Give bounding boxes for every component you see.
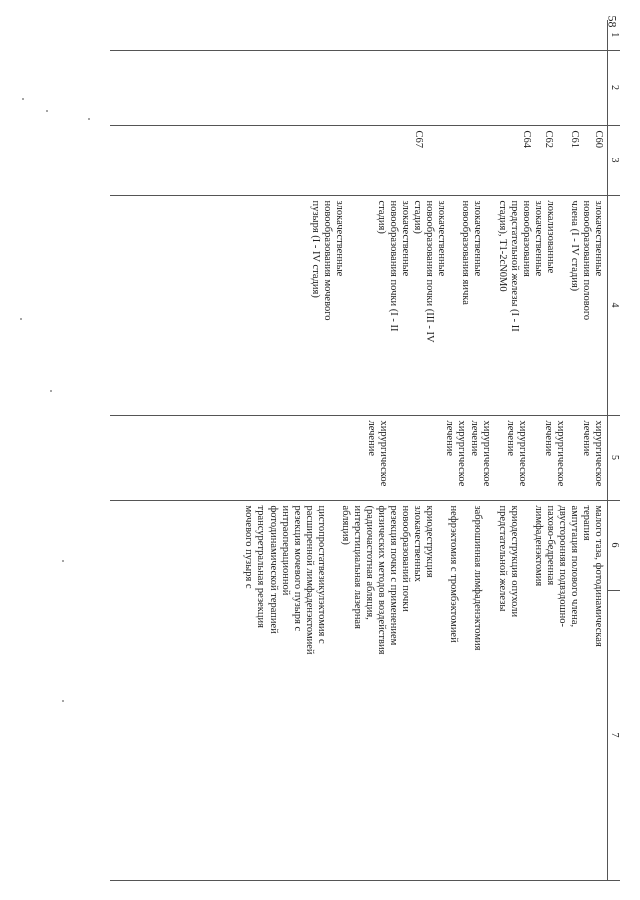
- treatment-type: хирургическое лечение: [580, 420, 604, 487]
- diagnosis-cell: [110, 195, 608, 415]
- column-header-2: 2: [608, 50, 621, 125]
- treatment-methods: забрюшинная лимфаденэктомия: [472, 505, 484, 651]
- scan-speck: [62, 700, 64, 702]
- treatment-type: хирургическое лечение хирургическое лечение: [444, 420, 492, 487]
- treatment-methods: криодеструкция опухоли предстательной железы: [496, 505, 520, 618]
- scan-speck: [50, 390, 52, 392]
- column-header-4: 4: [608, 195, 621, 415]
- diagnosis-text: злокачественные новообразования полового члена (I - IV стадия): [568, 200, 604, 321]
- icd-code: C60: [593, 130, 604, 149]
- treatment-methods: малого таза, фотодинамическая терапия ампутация полового члена, двусторонняя подвздошно- пахово-бедренная лимфаденэктомия: [532, 505, 604, 647]
- column-1-cell: [110, 20, 608, 50]
- diagnosis-text: злокачественные новообразования почки (III - IV стадия) злокачественные новообразования почки (I - II стадия): [376, 200, 448, 343]
- treatment-type: хирургическое лечение: [542, 420, 566, 487]
- column-header-5: 5: [608, 415, 621, 500]
- scan-speck: [62, 560, 64, 562]
- column-number-row: [608, 20, 621, 880]
- medical-procedures-table: [110, 20, 620, 881]
- scan-speck: [20, 318, 22, 320]
- diagnosis-text: локализованные злокачественные новообразования предстательной железы (I - II стадия), T1-2cN0M0: [496, 200, 556, 332]
- treatment-type: хирургическое лечение: [366, 420, 390, 487]
- column-header-3: 3: [608, 125, 621, 195]
- icd-code: C67: [412, 130, 424, 149]
- icd-code: C61: [568, 130, 580, 149]
- table-body-row: [110, 20, 608, 880]
- icd-code: C62: [542, 130, 554, 149]
- treatment-methods-cell: [110, 500, 608, 880]
- diagnosis-text: злокачественные новообразования мочевого пузыря (I - IV стадия): [309, 200, 345, 321]
- scan-speck: [22, 98, 24, 100]
- column-header-1: 1: [608, 20, 621, 50]
- column-2-cell: [110, 50, 608, 125]
- scan-speck: [46, 110, 48, 112]
- rotated-table-wrapper: [110, 20, 620, 880]
- page-number: 58: [605, 15, 620, 28]
- treatment-type: хирургическое лечение: [504, 420, 528, 487]
- scan-speck: [88, 118, 90, 120]
- diagnosis-text: злокачественные новообразования яичка: [460, 200, 484, 305]
- treatment-methods: цистопростатвезикулэктомия с расширенной лимфаденэктомией резекция мочевого пузыря с интраоперационной фотодинамической терапией трансуретральная резекция мочевого пузыря с: [243, 505, 327, 655]
- treatment-type-cell: [110, 415, 608, 500]
- treatment-methods: нефрэктомия с тромбэктомией криодеструкция злокачественных новообразований почки резекция почки с применением физических методов воздействия (радиочастотная абляция, интерстициальная лазерная абляция): [339, 505, 460, 655]
- column-header-6: 6: [608, 500, 621, 590]
- icd-code-cell: [110, 125, 608, 195]
- icd-code: C64: [520, 130, 532, 149]
- column-header-7: 7: [608, 590, 621, 880]
